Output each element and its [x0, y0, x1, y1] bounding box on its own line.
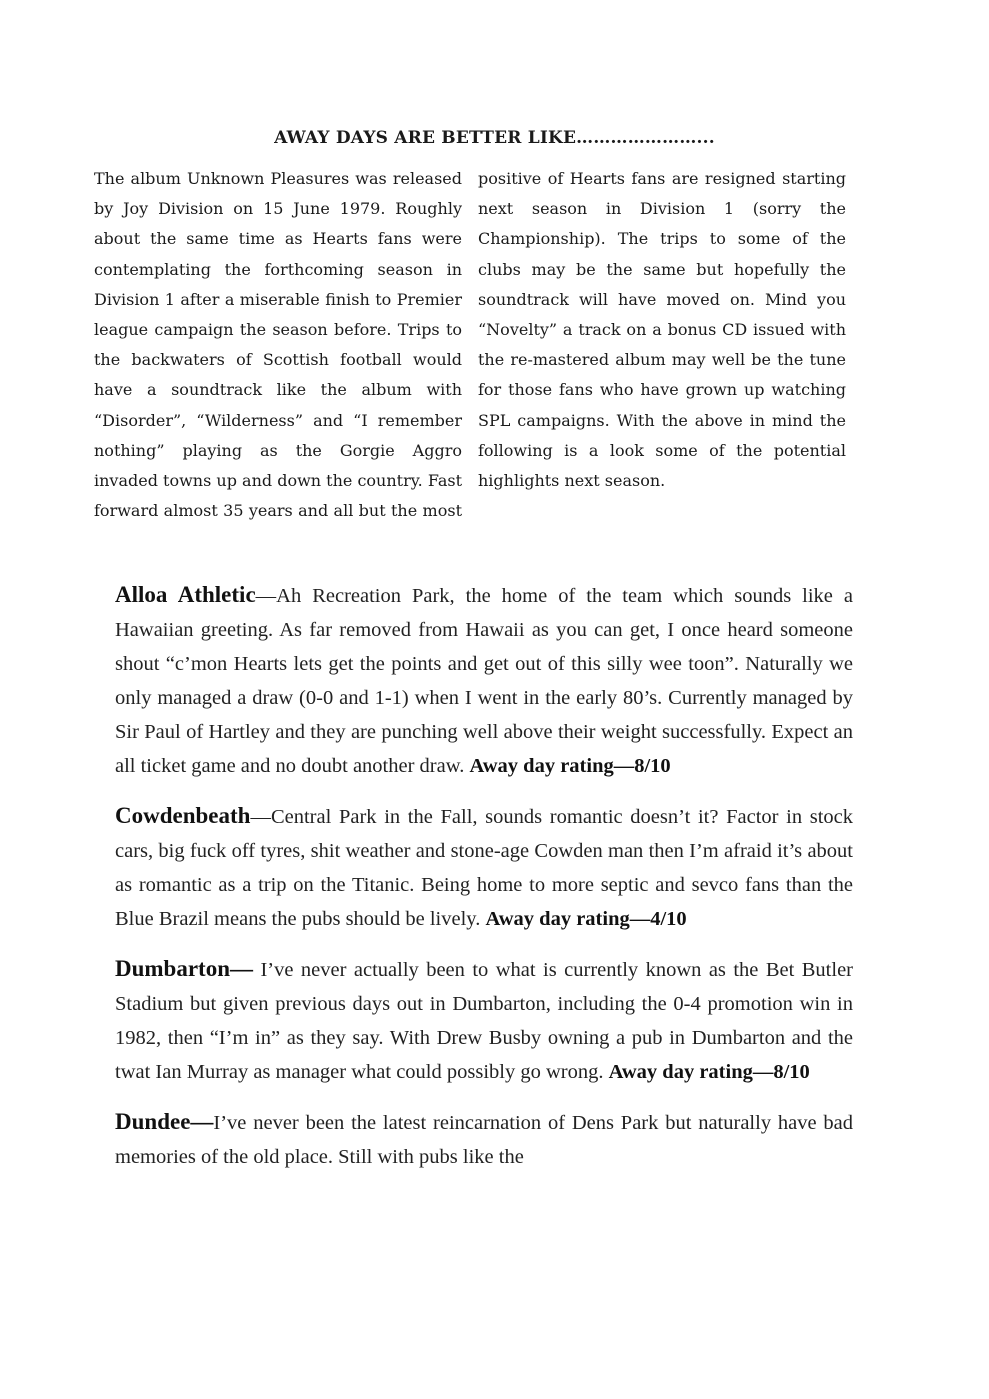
- team-name: Dumbarton—: [115, 956, 254, 981]
- section-body: —Central Park in the Fall, sounds romantic doesn’t it? Factor in stock cars, big fuck off tyres, shit weather and stone-age Cowden man then I’m afraid it’s about as romantic as a trip on the Titanic. Being home to more septic and sevco fans than the Blue Brazil means the pubs should be lively.: [115, 806, 853, 930]
- away-day-rating: Away day rating—4/10: [485, 908, 687, 930]
- away-day-rating: Away day rating—8/10: [469, 755, 671, 777]
- team-name: Alloa Athletic: [115, 582, 256, 607]
- team-name: Dundee—: [115, 1109, 214, 1134]
- page-title: AWAY DAYS ARE BETTER LIKE…………………...: [274, 128, 715, 148]
- section-body: I’ve never been the latest reincarnation of Dens Park but naturally have bad memories of the old place. Still with pubs like the: [115, 1112, 853, 1168]
- section-body: I’ve never actually been to what is currently known as the Bet Butler Stadium but given previous days out in Dumbarton, including the 0-4 promotion win in 1982, then “I’m in” as they say. With Drew Busby owning a pub in Dumbarton and the twat Ian Murray as manager what could possibly go wrong.: [115, 959, 853, 1083]
- section-cowdenbeath: [115, 799, 853, 936]
- club-sections: [115, 578, 853, 1190]
- section-body: —Ah Recreation Park, the home of the team which sounds like a Hawaiian greeting. As far removed from Hawaii as you can get, I once heard someone shout “c’mon Hearts lets get the points and get out of this silly wee toon”. Naturally we only managed a draw (0-0 and 1-1) when I went in the early 80’s. Currently managed by Sir Paul of Hartley and they are punching well above their weight successfully. Expect an all ticket game and no doubt another draw.: [115, 585, 853, 777]
- away-day-rating: Away day rating—8/10: [608, 1061, 810, 1083]
- team-name: Cowdenbeath: [115, 803, 251, 828]
- intro-text: [94, 164, 846, 558]
- section-dundee: [115, 1105, 853, 1174]
- section-alloa: [115, 578, 853, 783]
- section-dumbarton: [115, 952, 853, 1089]
- intro-paragraph: The album Unknown Pleasures was released by Joy Division on 15 June 1979. Roughly about the same time as Hearts fans were contemplating the forthcoming season in Division 1 after a miserable finish to Premier league campaign the season before. Trips to the backwaters of Scottish football would have a soundtrack like the album with “Disorder”, “Wilderness” and “I remember nothing” playing as the Gorgie Aggro invaded towns up and down the country. Fast forward almost 35 years and all but the most positive of Hearts fans are resigned starting next season in Division 1 (sorry the Championship). The trips to some of the clubs may be the same but hopefully the soundtrack will have moved on. Mind you “Novelty” a track on a bonus CD issued with the re-mastered album may well be the tune for those fans who have grown up watching SPL campaigns. With the above in mind the following is a look some of the potential highlights next season.: [94, 169, 846, 521]
